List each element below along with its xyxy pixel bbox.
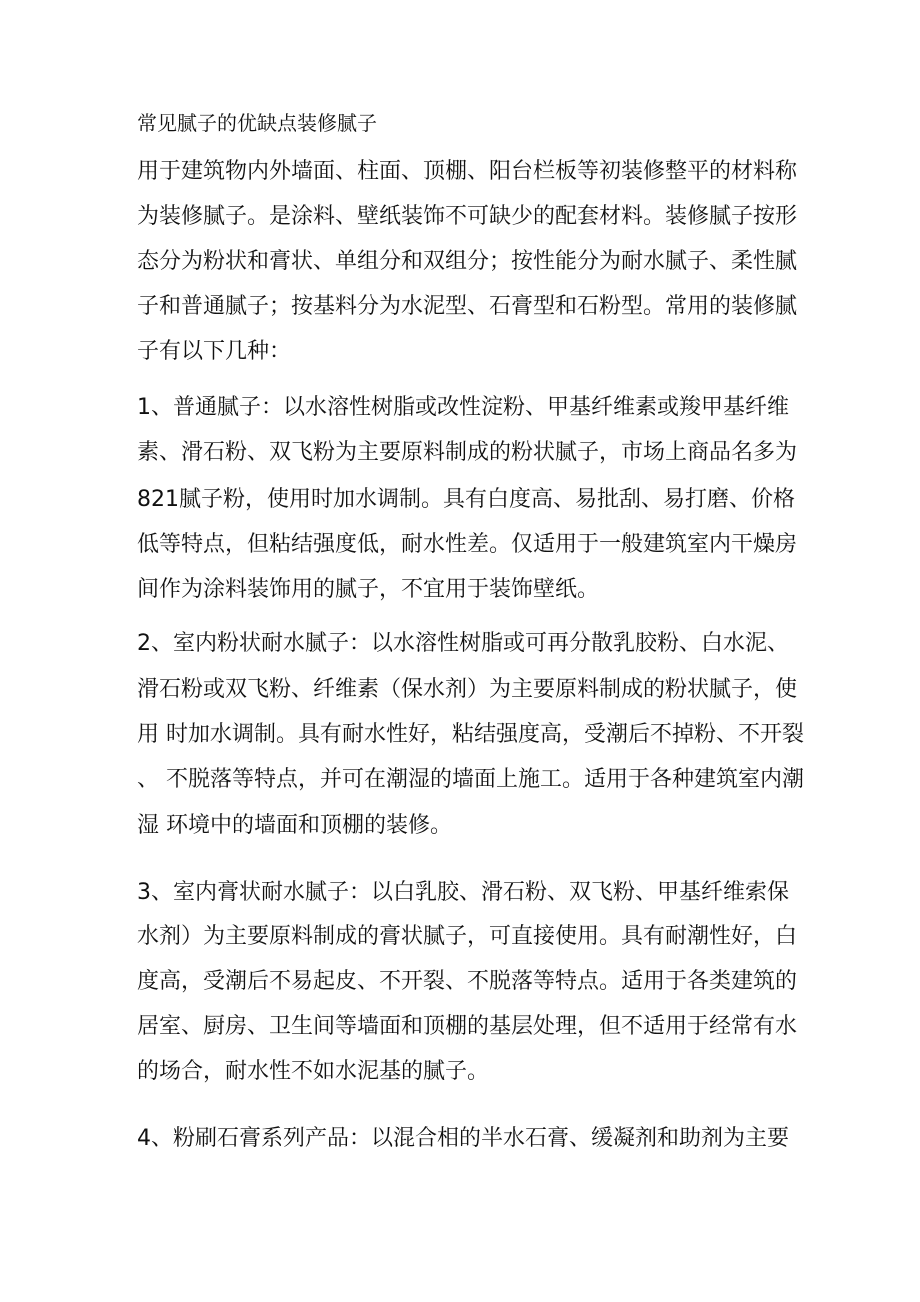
paragraph-line: 湿 环境中的墙面和顶棚的装修。 <box>137 813 452 838</box>
paragraph-line: 821腻子粉，使用时加水调制。具有白度高、易批刮、易打磨、价格 <box>137 487 795 512</box>
paragraph-line: 度高，受潮后不易起皮、不开裂、不脱落等特点。适用于各类建筑的 <box>137 969 798 994</box>
paragraph-line: 的场合，耐水性不如水泥基的腻子。 <box>137 1059 490 1084</box>
paragraph-line: 居室、厨房、卫生间等墙面和顶棚的基层处理，但不适用于经常有水 <box>137 1014 798 1039</box>
paragraph-line: 子和普通腻子；按基料分为水泥型、石膏型和石粉型。常用的装修腻 <box>137 294 798 319</box>
paragraph-line: 3、室内膏状耐水腻子：以白乳胶、滑石粉、双飞粉、甲基纤维索保 <box>137 880 789 905</box>
paragraph-line: 间作为涂料装饰用的腻子，不宜用于装饰壁纸。 <box>137 577 600 602</box>
paragraph-line: 为装修腻子。是涂料、壁纸装饰不可缺少的配套材料。装修腻子按形 <box>137 204 798 229</box>
paragraph-line: 素、滑石粉、双飞粉为主要原料制成的粉状腻子，市场上商品名多为 <box>137 440 798 465</box>
paragraph-line: 水剂）为主要原料制成的膏状腻子，可直接使用。具有耐潮性好，白 <box>137 924 798 949</box>
paragraph-line: 1、普通腻子：以水溶性树脂或改性淀粉、甲基纤维素或羧甲基纤维 <box>137 395 789 420</box>
paragraph-line: 滑石粉或双飞粉、纤维素（保水剂）为主要原料制成的粉状腻子，使 <box>137 677 798 702</box>
paragraph-line: 子有以下几种： <box>137 339 292 364</box>
paragraph-line: 用于建筑物内外墙面、柱面、顶棚、阳台栏板等初装修整平的材料称 <box>137 159 798 184</box>
paragraph-line: 低等特点，但粘结强度低，耐水性差。仅适用于一般建筑室内干燥房 <box>137 532 798 557</box>
paragraph-line: 4、粉刷石膏系列产品：以混合相的半水石膏、缓凝剂和助剂为主要 <box>137 1126 789 1151</box>
paragraph-line: 态分为粉状和膏状、单组分和双组分；按性能分为耐水腻子、柔性腻 <box>137 249 798 274</box>
paragraph-line: 用 时加水调制。具有耐水性好，粘结强度高，受潮后不掉粉、不开裂 <box>137 722 804 747</box>
document-title: 常见腻子的优缺点装修腻子 <box>137 111 377 135</box>
paragraph-line: 、 不脱落等特点，并可在潮湿的墙面上施工。适用于各种建筑室内潮 <box>137 767 804 792</box>
paragraph-line: 2、室内粉状耐水腻子：以水溶性树脂或可再分散乳胶粉、白水泥、 <box>137 631 789 656</box>
